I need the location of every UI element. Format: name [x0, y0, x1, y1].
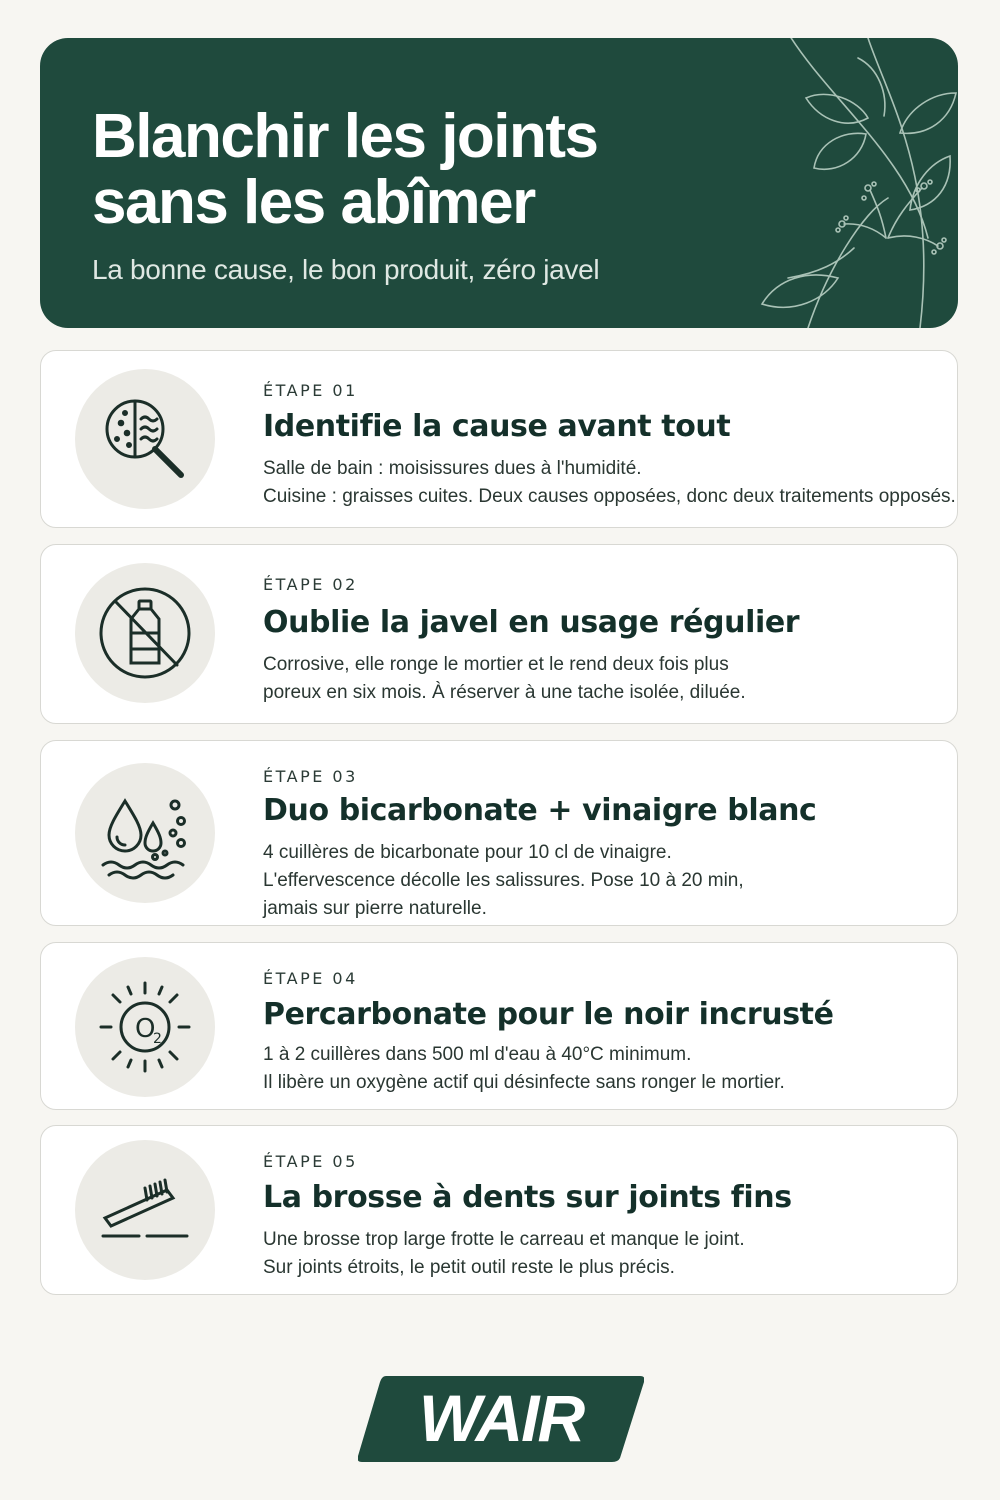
title-line-2: sans les abîmer — [92, 168, 535, 237]
page-subtitle: La bonne cause, le bon produit, zéro javel — [92, 254, 600, 285]
step-02-label: ÉTAPE 02 — [263, 575, 358, 594]
step-02-desc-line: Corrosive, elle ronge le mortier et le rend deux fois plus — [263, 654, 729, 675]
step-04-desc-line: 1 à 2 cuillères dans 500 ml d'eau à 40°C minimum. — [263, 1044, 692, 1065]
step-05-title: La brosse à dents sur joints fins — [263, 1180, 792, 1215]
step-03-title: Duo bicarbonate + vinaigre blanc — [263, 793, 817, 828]
step-03-label: ÉTAPE 03 — [263, 767, 358, 786]
step-02-desc-line: poreux en six mois. À réserver à une tache isolée, diluée. — [263, 682, 746, 703]
step-04-desc-line: Il libère un oxygène actif qui désinfecte sans ronger le mortier. — [263, 1072, 785, 1093]
step-04-title: Percarbonate pour le noir incrusté — [263, 997, 834, 1032]
magnifier-icon — [95, 389, 195, 489]
step-01-title: Identifie la cause avant tout — [263, 409, 731, 444]
step-05-desc-line: Une brosse trop large frotte le carreau et manque le joint. — [263, 1229, 745, 1250]
oxygen-symbol: O — [135, 1014, 156, 1044]
drops-bubbles-icon — [95, 783, 195, 883]
step-01-icon-badge — [75, 369, 215, 509]
oxygen-subscript: 2 — [153, 1031, 162, 1047]
step-04-icon-badge — [75, 957, 215, 1097]
step-card-01 — [40, 350, 958, 528]
page-title — [92, 104, 692, 236]
botanical-decoration-icon — [638, 38, 958, 328]
oxygen-icon — [95, 977, 195, 1077]
step-01-description — [263, 455, 956, 511]
step-01-desc-line: Salle de bain : moisissures dues à l'humidité. — [263, 458, 642, 479]
title-line-1: Blanchir les joints — [92, 102, 598, 171]
step-card-02 — [40, 544, 958, 724]
step-card-05 — [40, 1125, 958, 1295]
step-04-label: ÉTAPE 04 — [263, 969, 358, 988]
step-03-icon-badge — [75, 763, 215, 903]
step-04-description — [263, 1041, 943, 1097]
step-05-label: ÉTAPE 05 — [263, 1152, 358, 1171]
step-02-icon-badge — [75, 563, 215, 703]
step-03-description — [263, 839, 943, 923]
step-01-desc-line: Cuisine : graisses cuites. Deux causes opposées, donc deux traitements opposés. — [263, 486, 956, 507]
step-card-04 — [40, 942, 958, 1110]
no-bottle-icon — [95, 583, 195, 683]
logo-text: WAIR — [418, 1381, 584, 1455]
step-02-description — [263, 651, 943, 707]
toothbrush-icon — [95, 1160, 195, 1260]
step-03-desc-line: jamais sur pierre naturelle. — [263, 898, 487, 919]
step-05-description — [263, 1226, 943, 1282]
step-05-desc-line: Sur joints étroits, le petit outil reste le plus précis. — [263, 1257, 675, 1278]
step-03-desc-line: 4 cuillères de bicarbonate pour 10 cl de vinaigre. — [263, 842, 672, 863]
header-banner — [40, 38, 958, 328]
step-02-title: Oublie la javel en usage régulier — [263, 605, 800, 640]
step-card-03 — [40, 740, 958, 926]
brand-logo — [358, 1372, 644, 1464]
step-05-icon-badge — [75, 1140, 215, 1280]
step-03-desc-line: L'effervescence décolle les salissures. Pose 10 à 20 min, — [263, 870, 744, 891]
step-01-label: ÉTAPE 01 — [263, 381, 358, 400]
